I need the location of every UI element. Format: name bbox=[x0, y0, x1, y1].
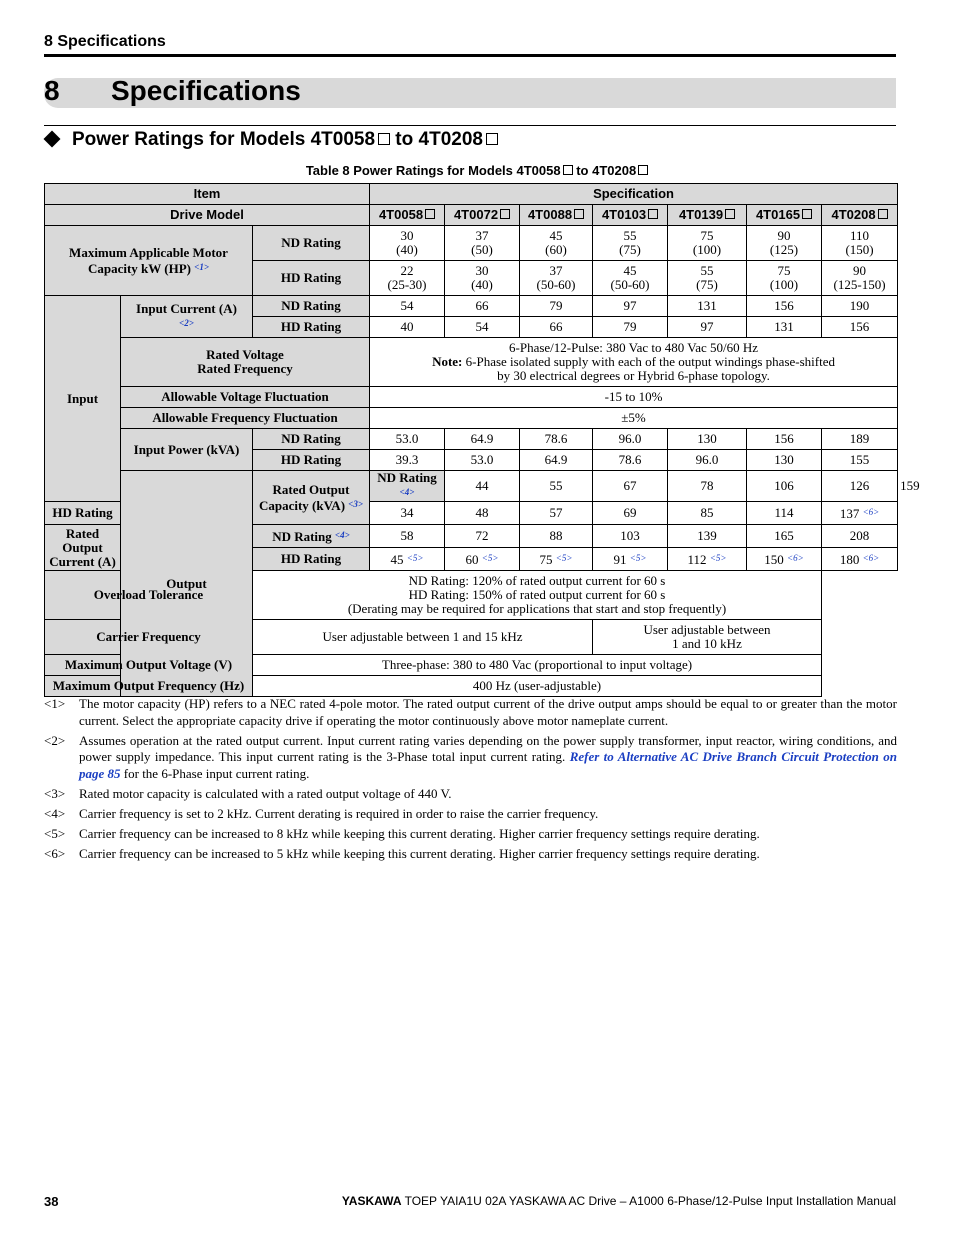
hp-value: (75) bbox=[619, 242, 641, 257]
cell-value: 112 bbox=[687, 552, 707, 567]
chapter-title: Specifications bbox=[111, 75, 301, 106]
model-name: 4T0103 bbox=[601, 207, 647, 222]
kw-value: 75 bbox=[777, 263, 791, 278]
table-cell bbox=[370, 548, 445, 571]
table-cell: 66 bbox=[520, 317, 593, 338]
table-cell bbox=[370, 226, 445, 261]
placeholder-box-icon bbox=[648, 209, 658, 219]
table-cell bbox=[668, 548, 747, 571]
table-cell: 156 bbox=[747, 429, 822, 450]
hp-value: (150) bbox=[845, 242, 874, 257]
hd-rating-label: HD Rating bbox=[253, 548, 370, 571]
model-name: 4T0208 bbox=[831, 207, 876, 222]
voltage-fluctuation-row bbox=[45, 387, 898, 408]
hd-rating-label: HD Rating bbox=[45, 502, 121, 525]
input-power-nd-row bbox=[45, 429, 898, 450]
kw-value: 55 bbox=[623, 228, 637, 243]
voltage-fluctuation-value: -15 to 10% bbox=[370, 387, 898, 408]
label-line: Rated Voltage bbox=[206, 347, 284, 362]
footnote-text: Assumes operation at the rated output current. Input current rating varies depending on the power supply transformer, input reactor, wiring conditions, and power supply impedance. This input current rating is the 3-Phase total input current rating. bbox=[79, 732, 897, 764]
footnote bbox=[44, 806, 897, 823]
carrier-frequency-value-a: User adjustable between 1 and 15 kHz bbox=[253, 620, 593, 655]
footnote-tag: <4> bbox=[44, 805, 66, 821]
kw-value: 110 bbox=[850, 228, 870, 243]
footer-doc-text: TOEP YAIA1U 02A YASKAWA AC Drive – A1000 6-Phase/12-Pulse Input Installation Manual bbox=[401, 1194, 896, 1208]
table-cell: 78 bbox=[668, 471, 747, 502]
table-cell bbox=[445, 548, 520, 571]
placeholder-box-icon bbox=[500, 209, 510, 219]
page-footer bbox=[342, 1194, 896, 1208]
output-capacity-nd-row: Output Rated Output Capacity (kVA) $^{<3>}$ ND Rating $^{<4>}$ 44 55 67 78 106 126 159 bbox=[45, 471, 898, 502]
table-cell bbox=[747, 226, 822, 261]
table-cell bbox=[445, 261, 520, 296]
table-cell: 58 bbox=[370, 525, 445, 548]
footnote-ref[interactable]: <4> bbox=[335, 530, 350, 540]
label-text: ND Rating bbox=[272, 529, 332, 544]
footnote-ref[interactable]: <5> bbox=[406, 553, 424, 563]
label-line: Rated Frequency bbox=[197, 361, 293, 376]
placeholder-box-icon bbox=[425, 209, 435, 219]
footnote-ref[interactable]: <5> bbox=[629, 553, 647, 563]
input-power-label: Input Power (kVA) bbox=[121, 429, 253, 471]
kw-value: 45 bbox=[549, 228, 563, 243]
table-cell bbox=[822, 226, 898, 261]
header-specification: Specification bbox=[370, 184, 898, 205]
placeholder-box-icon bbox=[802, 209, 812, 219]
footnote-ref[interactable]: <6> bbox=[862, 507, 880, 517]
drive-model-label: Drive Model bbox=[45, 205, 370, 226]
footnote-text: Carrier frequency is set to 2 kHz. Current derating is required in order to raise the carrier frequency. bbox=[79, 805, 599, 821]
table-cell: 97 bbox=[668, 317, 747, 338]
label-line: Rated Output bbox=[272, 481, 350, 497]
table-cell bbox=[822, 548, 898, 571]
label-text: Input Current (A) bbox=[136, 300, 237, 316]
table-cell: 85 bbox=[668, 502, 747, 525]
kw-value: 90 bbox=[853, 263, 867, 278]
hd-rating-label: HD Rating bbox=[253, 450, 370, 471]
label-line: Rated Output bbox=[62, 525, 103, 555]
text-line: 6-Phase/12-Pulse: 380 Vac to 480 Vac 50/60 Hz bbox=[509, 340, 759, 355]
text-line: (Derating may be required for applications that start and stop frequently) bbox=[347, 601, 727, 616]
table-cell: 44 bbox=[445, 471, 520, 502]
max-motor-label bbox=[45, 226, 253, 296]
footnote-tag: <6> bbox=[44, 845, 66, 861]
kw-value: 90 bbox=[777, 228, 791, 243]
table-cell: 55 bbox=[520, 471, 593, 502]
table-header-row bbox=[45, 184, 898, 205]
table-cell: 208 bbox=[822, 525, 898, 548]
chapter-number: 8 bbox=[44, 75, 60, 106]
text-line: by 30 electrical degrees or Hybrid 6-phase topology. bbox=[497, 368, 770, 383]
footnote bbox=[44, 826, 897, 843]
voltage-fluctuation-label: Allowable Voltage Fluctuation bbox=[121, 387, 370, 408]
hp-value: (75) bbox=[696, 277, 718, 292]
table-cell: 67 bbox=[593, 471, 668, 502]
rated-voltage-row bbox=[45, 338, 898, 387]
table-cell: 130 bbox=[668, 429, 747, 450]
table-cell: 54 bbox=[370, 296, 445, 317]
chapter-rule bbox=[44, 125, 896, 126]
footnote-text: for the 6-Phase input current rating. bbox=[120, 765, 310, 781]
table-cell: 54 bbox=[445, 317, 520, 338]
placeholder-box-icon bbox=[563, 165, 573, 175]
footnote-tag: <5> bbox=[44, 825, 66, 841]
input-group-label: Input bbox=[45, 296, 121, 502]
table-cell bbox=[593, 548, 668, 571]
text-line: HD Rating: 150% of rated output current for 60 s bbox=[408, 587, 666, 602]
label-line: Capacity (kVA) bbox=[258, 497, 346, 513]
table-cell: 66 bbox=[445, 296, 520, 317]
kw-value: 37 bbox=[475, 228, 489, 243]
footnote bbox=[44, 786, 897, 803]
model-cell bbox=[445, 205, 520, 226]
table-cell: 79 bbox=[593, 317, 668, 338]
nd-rating-label: ND Rating bbox=[253, 429, 370, 450]
footnote-ref[interactable]: <5> bbox=[555, 553, 573, 563]
footnotes bbox=[44, 696, 897, 866]
nd-rating-label bbox=[370, 471, 445, 502]
max-output-voltage-label: Maximum Output Voltage (V) bbox=[45, 655, 253, 676]
table-cell: 165 bbox=[747, 525, 822, 548]
kw-value: 30 bbox=[475, 263, 489, 278]
table-cell: 88 bbox=[520, 525, 593, 548]
table-cell: 64.9 bbox=[520, 450, 593, 471]
hp-value: (125) bbox=[769, 242, 799, 257]
table-cell bbox=[668, 226, 747, 261]
footnote-ref[interactable]: <4> bbox=[399, 487, 415, 497]
table-cell bbox=[445, 226, 520, 261]
model-cell bbox=[822, 205, 898, 226]
text-line: 1 and 10 kHz bbox=[672, 636, 742, 651]
footnote-text: Carrier frequency can be increased to 8 kHz while keeping this current derating. Higher carrier frequency settings require derating. bbox=[79, 825, 760, 841]
footnote-ref[interactable]: <6> bbox=[787, 553, 804, 563]
table-cell: 79 bbox=[520, 296, 593, 317]
note-label: Note: bbox=[432, 354, 463, 369]
section-heading bbox=[44, 129, 498, 151]
table-cell bbox=[747, 261, 822, 296]
overload-tolerance-label: Overload Tolerance bbox=[45, 571, 253, 620]
footnote bbox=[44, 846, 897, 863]
max-output-voltage-row bbox=[45, 655, 898, 676]
input-current-label bbox=[121, 296, 253, 338]
overload-tolerance-value bbox=[253, 571, 822, 620]
table-cell: 96.0 bbox=[593, 429, 668, 450]
table-cell bbox=[822, 502, 898, 525]
placeholder-box-icon bbox=[878, 209, 888, 219]
table-cell: 126 bbox=[822, 471, 898, 502]
footnote-text: The motor capacity (HP) refers to a NEC rated 4-pole motor. The rated output current of the drive output amps should be equal to or greater than the motor current. Select the appropriate capacity drive if operating the motor continuously above motor nameplate current. bbox=[79, 696, 897, 728]
cross-reference-link[interactable]: Refer to Alternative AC Drive Branch Circuit Protection on page 85 bbox=[79, 749, 898, 781]
model-cell bbox=[520, 205, 593, 226]
label-line: Maximum Applicable Motor bbox=[69, 244, 228, 260]
table-cell bbox=[593, 261, 668, 296]
nd-rating-label: ND Rating bbox=[253, 296, 370, 317]
hp-value: (25-30) bbox=[387, 277, 427, 292]
table-cell bbox=[520, 226, 593, 261]
table-cell: 64.9 bbox=[445, 429, 520, 450]
page-number: 38 bbox=[44, 1194, 59, 1209]
max-output-frequency-value: 400 Hz (user-adjustable) bbox=[253, 676, 822, 697]
table-cell: 78.6 bbox=[520, 429, 593, 450]
footnote-text-container bbox=[79, 733, 897, 783]
cell-value: 45 bbox=[390, 552, 404, 567]
hp-value: (50-60) bbox=[536, 277, 576, 292]
carrier-frequency-label: Carrier Frequency bbox=[45, 620, 253, 655]
cell-value: 150 bbox=[764, 552, 784, 567]
output-capacity-label bbox=[253, 471, 370, 525]
table-cell bbox=[593, 226, 668, 261]
table-cell: 103 bbox=[593, 525, 668, 548]
max-output-frequency-label: Maximum Output Frequency (Hz) bbox=[45, 676, 253, 697]
hd-rating-label: HD Rating bbox=[253, 261, 370, 296]
input-current-nd-row bbox=[45, 296, 898, 317]
table-cell: 96.0 bbox=[668, 450, 747, 471]
hp-value: (125-150) bbox=[833, 277, 886, 292]
max-output-frequency-row bbox=[45, 676, 898, 697]
model-cell bbox=[747, 205, 822, 226]
table-cell: 156 bbox=[747, 296, 822, 317]
cell-value: 137 bbox=[839, 506, 860, 521]
cell-value: 180 bbox=[839, 552, 860, 567]
hd-rating-label: HD Rating bbox=[253, 317, 370, 338]
carrier-frequency-value-b bbox=[593, 620, 822, 655]
output-current-label bbox=[45, 525, 121, 571]
table-caption-part-b: to 4T0208 bbox=[572, 163, 637, 178]
frequency-fluctuation-row bbox=[45, 408, 898, 429]
running-head: 8 Specifications bbox=[44, 33, 166, 50]
hp-value: (100) bbox=[692, 242, 722, 257]
table-cell: 53.0 bbox=[370, 429, 445, 450]
placeholder-box-icon bbox=[486, 133, 498, 145]
label-line: Current (A) bbox=[49, 553, 116, 569]
model-name: 4T0139 bbox=[678, 207, 724, 222]
kw-value: 75 bbox=[700, 228, 714, 243]
table-cell: 106 bbox=[747, 471, 822, 502]
table-cell bbox=[520, 261, 593, 296]
table-cell bbox=[370, 261, 445, 296]
cell-value: 60 bbox=[465, 552, 479, 567]
table-cell bbox=[822, 261, 898, 296]
footnote-ref[interactable]: <6> bbox=[862, 553, 880, 563]
max-output-voltage-value: Three-phase: 380 to 480 Vac (proportional to input voltage) bbox=[253, 655, 822, 676]
label-line: Capacity kW (HP) bbox=[87, 260, 192, 276]
table-cell: 189 bbox=[822, 429, 898, 450]
table-caption-part-a: Table 8 Power Ratings for Models 4T0058 bbox=[305, 163, 561, 178]
placeholder-box-icon bbox=[725, 209, 735, 219]
table-cell: 139 bbox=[668, 525, 747, 548]
hp-value: (50-60) bbox=[610, 277, 650, 292]
model-name: 4T0165 bbox=[755, 207, 801, 222]
model-cell bbox=[593, 205, 668, 226]
kw-value: 55 bbox=[700, 263, 714, 278]
table-cell: 155 bbox=[822, 450, 898, 471]
rated-voltage-frequency-label bbox=[121, 338, 370, 387]
table-caption bbox=[0, 163, 954, 178]
hp-value: (100) bbox=[769, 277, 799, 292]
label-text: ND Rating bbox=[377, 470, 437, 485]
kw-value: 22 bbox=[400, 263, 414, 278]
placeholder-box-icon bbox=[638, 165, 648, 175]
footnote-tag: <2> bbox=[44, 732, 66, 748]
section-title-part-a: Power Ratings for Models 4T0058 bbox=[72, 129, 376, 150]
text-line: User adjustable between bbox=[643, 622, 771, 637]
text-line: ND Rating: 120% of rated output current for 60 s bbox=[408, 573, 666, 588]
table-cell: 48 bbox=[445, 502, 520, 525]
header-rule bbox=[44, 54, 896, 57]
footnote-text: Carrier frequency can be increased to 5 kHz while keeping this current derating. Higher carrier frequency settings require derating. bbox=[79, 845, 760, 861]
carrier-frequency-row bbox=[45, 620, 898, 655]
table-cell: 78.6 bbox=[593, 450, 668, 471]
max-motor-nd-row bbox=[45, 226, 898, 261]
table-cell: 131 bbox=[668, 296, 747, 317]
section-title-part-b: to 4T0208 bbox=[390, 129, 483, 150]
footnote-ref[interactable]: <3> bbox=[348, 498, 364, 509]
table-cell: 130 bbox=[747, 450, 822, 471]
table-cell bbox=[747, 548, 822, 571]
table-cell: 53.0 bbox=[445, 450, 520, 471]
kw-value: 37 bbox=[549, 263, 563, 278]
model-name: 4T0088 bbox=[527, 207, 573, 222]
kw-value: 45 bbox=[623, 263, 637, 278]
power-ratings-table bbox=[44, 183, 920, 697]
header-item: Item bbox=[45, 184, 370, 205]
table-cell: 97 bbox=[593, 296, 668, 317]
footnote-ref[interactable]: <1> bbox=[194, 261, 210, 272]
table-cell: 114 bbox=[747, 502, 822, 525]
table-cell: 156 bbox=[822, 317, 898, 338]
footnote-text: Rated motor capacity is calculated with a rated output voltage of 440 V. bbox=[79, 785, 452, 801]
cell-value: 75 bbox=[539, 552, 553, 567]
footnote-ref[interactable]: <5> bbox=[709, 553, 727, 563]
table-cell: 40 bbox=[370, 317, 445, 338]
placeholder-box-icon bbox=[378, 133, 390, 145]
frequency-fluctuation-label: Allowable Frequency Fluctuation bbox=[121, 408, 370, 429]
text-line: 6-Phase isolated supply with each of the output windings phase-shifted bbox=[462, 354, 835, 369]
table-cell: 190 bbox=[822, 296, 898, 317]
cell-value: 91 bbox=[613, 552, 627, 567]
rated-voltage-value bbox=[370, 338, 898, 387]
model-name: 4T0072 bbox=[453, 207, 499, 222]
table-cell bbox=[520, 548, 593, 571]
table-cell: 34 bbox=[370, 502, 445, 525]
footnote-tag: <3> bbox=[44, 785, 66, 801]
table-cell: 72 bbox=[445, 525, 520, 548]
hp-value: (60) bbox=[545, 242, 567, 257]
nd-rating-label bbox=[253, 525, 370, 548]
footnote bbox=[44, 733, 897, 783]
hp-value: (40) bbox=[471, 277, 493, 292]
hp-value: (40) bbox=[396, 242, 418, 257]
table-cell: 131 bbox=[747, 317, 822, 338]
footnote bbox=[44, 696, 897, 729]
model-cell bbox=[668, 205, 747, 226]
footnote-tag: <1> bbox=[44, 696, 66, 711]
hp-value: (50) bbox=[471, 242, 493, 257]
drive-model-row bbox=[45, 205, 898, 226]
table-cell: 57 bbox=[520, 502, 593, 525]
kw-value: 30 bbox=[400, 228, 414, 243]
footnote-ref[interactable]: <2> bbox=[179, 317, 194, 328]
model-cell bbox=[370, 205, 445, 226]
placeholder-box-icon bbox=[574, 209, 584, 219]
diamond-bullet-icon bbox=[44, 130, 61, 147]
output-group-label: Output bbox=[121, 471, 253, 697]
nd-rating-label: ND Rating bbox=[253, 226, 370, 261]
footer-brand: YASKAWA bbox=[341, 1194, 402, 1208]
footnote-ref[interactable]: <5> bbox=[481, 553, 499, 563]
model-name: 4T0058 bbox=[378, 207, 424, 222]
table-cell: 69 bbox=[593, 502, 668, 525]
frequency-fluctuation-value: ±5% bbox=[370, 408, 898, 429]
table-cell: 39.3 bbox=[370, 450, 445, 471]
table-cell bbox=[668, 261, 747, 296]
